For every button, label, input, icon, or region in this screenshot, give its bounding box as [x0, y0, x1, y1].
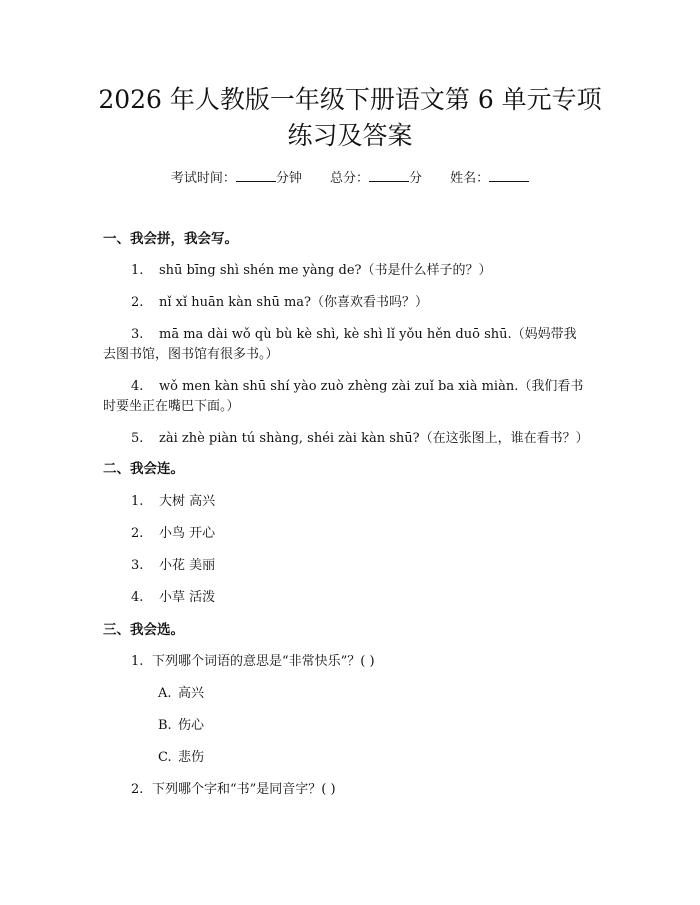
section-heading-3: 三、我会选。 [103, 622, 184, 638]
option-item: A. 高兴 [158, 686, 205, 701]
option-item: B. 伤心 [158, 718, 205, 733]
total-score-unit: 分 [409, 171, 423, 186]
name-label: 姓名： [450, 171, 490, 186]
total-score-field [330, 169, 422, 188]
list-item: 3. mā ma dài wǒ qù bù kè shì, kè shì lǐ yǒu hěn duō shū.（妈妈带我 [131, 327, 577, 342]
question-item: 1. 下列哪个词语的意思是“非常快乐”？( ) [131, 654, 375, 669]
list-item: 5. zài zhè piàn tú shàng, shéi zài kàn shū?（在这张图上，谁在看书？） [131, 431, 589, 446]
list-item: 4. wǒ men kàn shū shí yào zuò zhèng zài zuǐ ba xià miàn.（我们看书 [131, 379, 584, 394]
name-blank [489, 169, 529, 182]
question-item: 2. 下列哪个字和“书”是同音字？( ) [131, 782, 336, 797]
total-score-blank [369, 169, 409, 182]
page-title-line1: 2026 年人教版一年级下册语文第 6 单元专项 [98, 85, 602, 114]
list-item: 3. 小花 美丽 [131, 558, 216, 573]
exam-time-unit: 分钟 [275, 171, 302, 186]
list-item: 1. 大树 高兴 [131, 494, 216, 509]
list-item: 2. nǐ xǐ huān kàn shū ma?（你喜欢看书吗？） [131, 295, 429, 310]
exam-time-blank [236, 169, 276, 182]
list-item: 1. shū bīng shì shén me yàng de?（书是什么样子的？） [131, 263, 492, 278]
name-field [450, 169, 529, 188]
exam-time-label: 考试时间： [170, 171, 236, 186]
total-score-label: 总分： [329, 171, 369, 186]
list-item: 2. 小鸟 开心 [131, 526, 216, 541]
list-item: 4. 小草 活泼 [131, 590, 216, 605]
option-item: C. 悲伤 [158, 750, 205, 765]
list-item-continuation: 时要坐正在嘴巴下面。） [103, 399, 240, 414]
section-heading-2: 二、我会连。 [103, 461, 184, 477]
exam-info-row [0, 169, 700, 188]
page-title-line2: 练习及答案 [287, 121, 413, 150]
list-item-continuation: 去图书馆，图书馆有很多书。） [103, 347, 279, 362]
section-heading-1: 一、我会拼，我会写。 [103, 231, 238, 247]
exam-time-field [171, 169, 302, 188]
